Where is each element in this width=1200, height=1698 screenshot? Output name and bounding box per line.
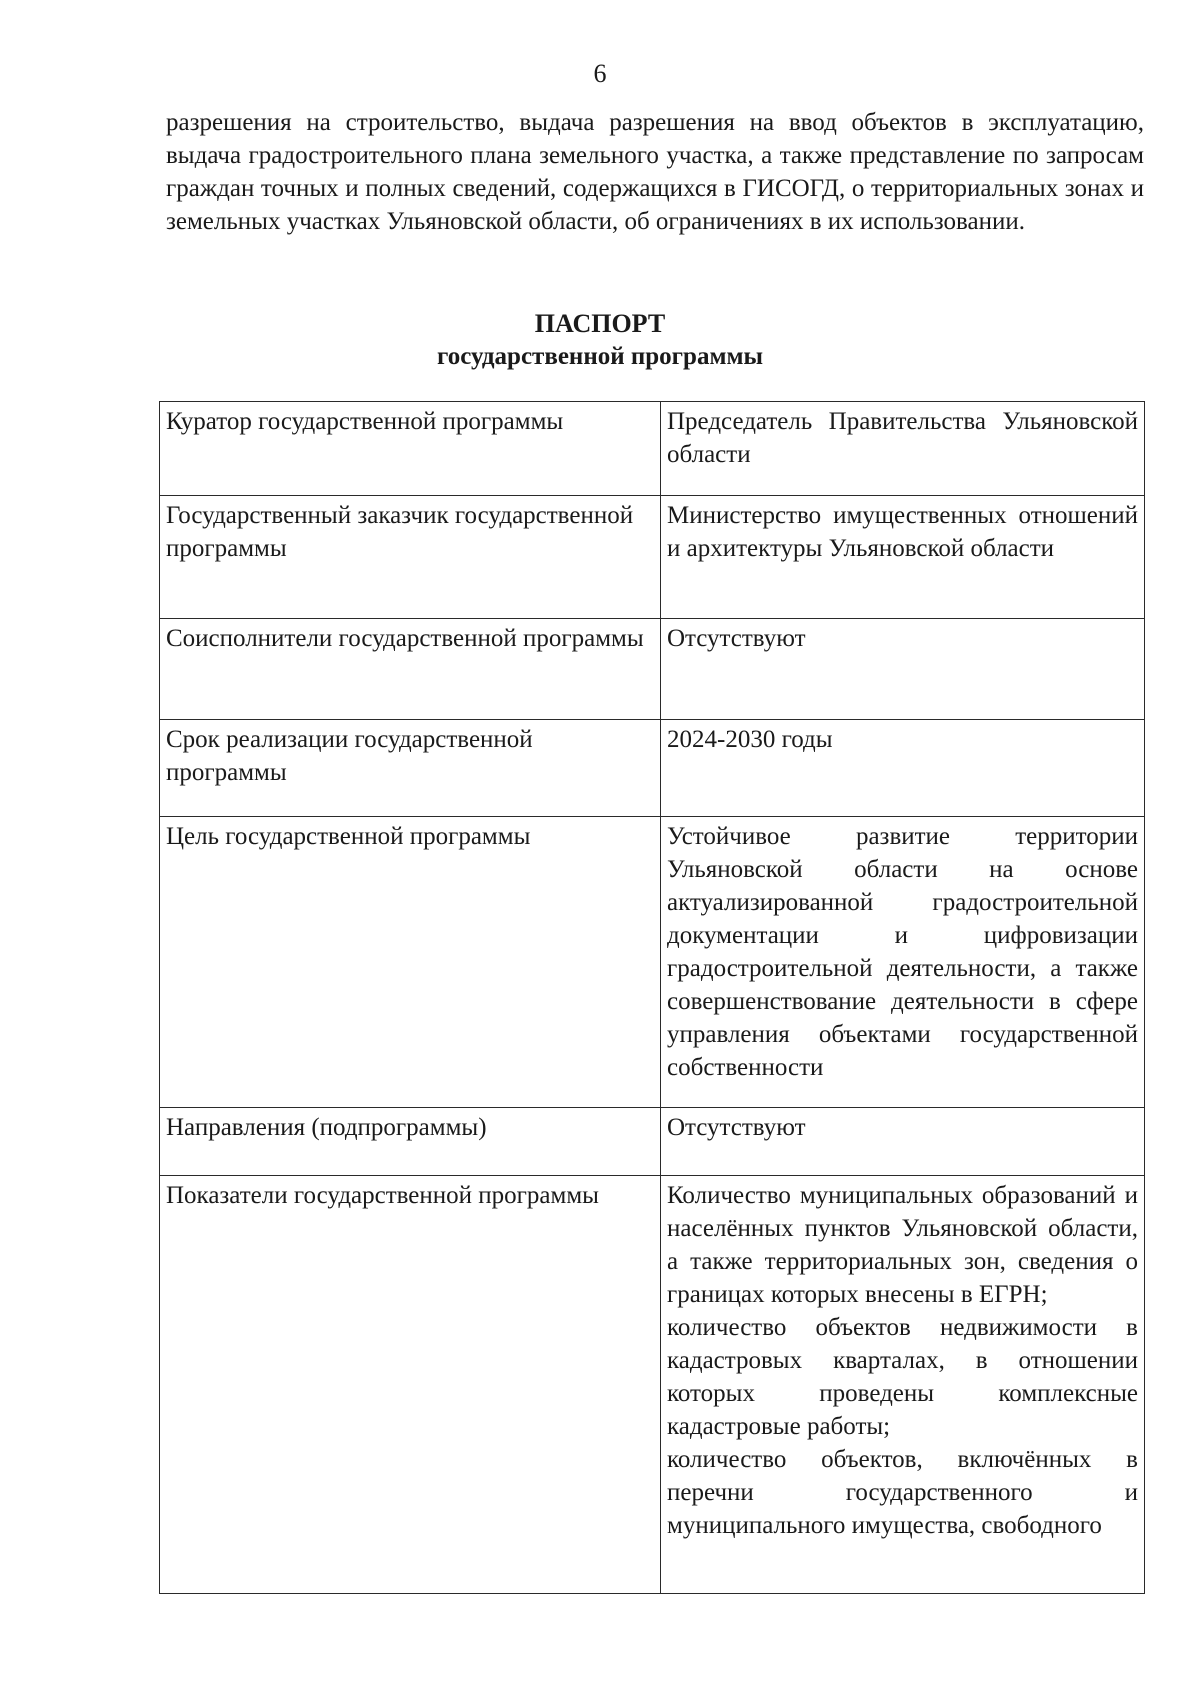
row-value-goal xyxy=(661,817,1145,1108)
value-text: Устойчивое развитие территории Ульяновской области на основе актуализированной градостроительной документации и цифровизации градостроительной деятельности, а также совершенствование деятельности в сфере управления объектами государственной собственности xyxy=(667,823,1138,1081)
row-label-customer: Государственный заказчик государственной программы xyxy=(160,496,661,619)
value-text: Отсутствуют xyxy=(667,625,806,652)
passport-heading xyxy=(0,307,1200,373)
row-label-coexecutors: Соисполнители государственной программы xyxy=(160,619,661,720)
table-row xyxy=(160,619,1145,720)
row-value-directions xyxy=(661,1108,1145,1176)
row-value-term xyxy=(661,720,1145,817)
value-text: Отсутствуют xyxy=(667,1114,806,1141)
row-value-curator xyxy=(661,402,1145,496)
indicator-1: Количество муниципальных образований и населённых пунктов Ульяновской области, а также территориальных зон, сведения о границах которых внесены в ЕГРН; xyxy=(667,1182,1138,1308)
heading-subtitle: государственной программы xyxy=(436,343,764,370)
intro-paragraph xyxy=(166,106,1144,238)
passport-table xyxy=(159,401,1145,1594)
row-label-term: Срок реализации государственной программы xyxy=(160,720,661,817)
table-row xyxy=(160,496,1145,619)
row-value-coexecutors xyxy=(661,619,1145,720)
value-text: 2024-2030 годы xyxy=(667,726,833,753)
table-row xyxy=(160,720,1145,817)
indicator-2: количество объектов недвижимости в кадастровых кварталах, в отношении которых проведены комплексные кадастровые работы; xyxy=(667,1314,1138,1440)
indicator-3: количество объектов, включённых в перечни государственного и муниципального имущества, свободного xyxy=(667,1446,1138,1539)
table-row xyxy=(160,1108,1145,1176)
row-value-indicators xyxy=(661,1176,1145,1594)
table-row xyxy=(160,402,1145,496)
heading-title: ПАСПОРТ xyxy=(534,309,666,338)
table-row xyxy=(160,817,1145,1108)
row-label-goal: Цель государственной программы xyxy=(160,817,661,1108)
row-value-customer xyxy=(661,496,1145,619)
row-label-indicators: Показатели государственной программы xyxy=(160,1176,661,1594)
row-label-curator: Куратор государственной программы xyxy=(160,402,661,496)
table-row xyxy=(160,1176,1145,1594)
value-text: Министерство имущественных отношений и архитектуры Ульяновской области xyxy=(667,502,1138,562)
page-number: 6 xyxy=(593,59,607,88)
intro-text: разрешения на строительство, выдача разрешения на ввод объектов в эксплуатацию, выдача градостроительного плана земельного участка, а также представление по запросам граждан точных и полных сведений, содержащихся в ГИСОГД, о территориальных зонах и земельных участках Ульяновской области, об ограничениях в их использовании. xyxy=(166,109,1144,235)
value-text: Председатель Правительства Ульяновской области xyxy=(667,408,1138,468)
row-label-directions: Направления (подпрограммы) xyxy=(160,1108,661,1176)
